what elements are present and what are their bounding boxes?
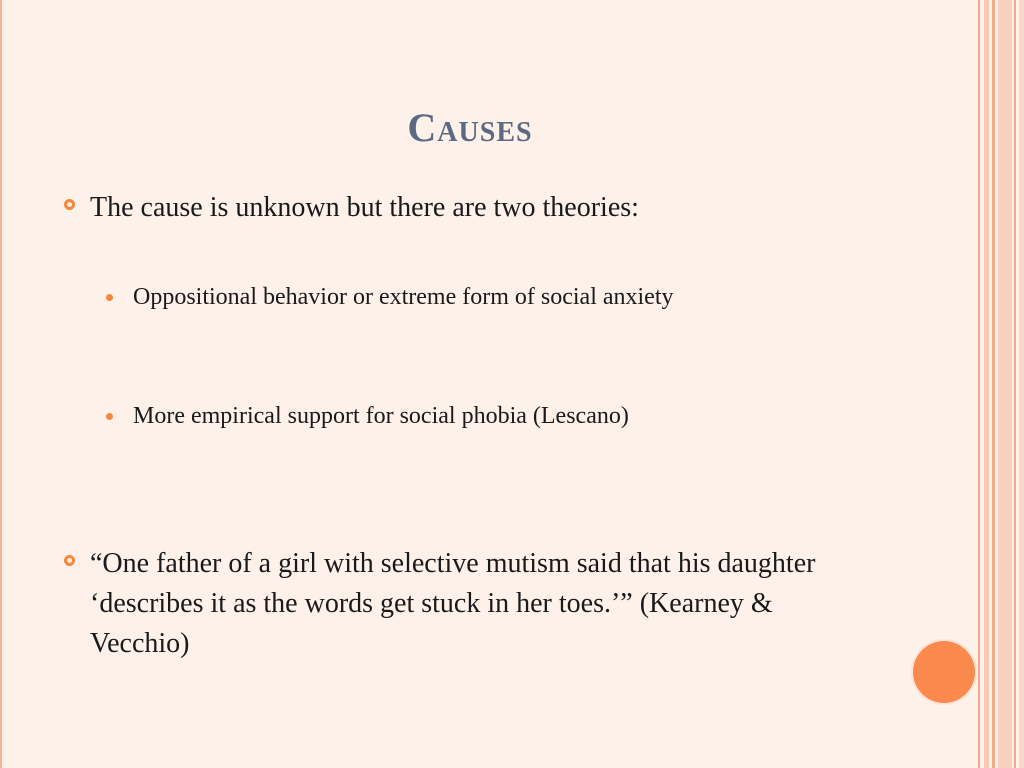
ring-bullet-icon <box>64 555 75 566</box>
sub-bullet-item <box>106 280 826 314</box>
decorative-stripe <box>1014 0 1016 768</box>
decorative-stripe <box>984 0 989 768</box>
decorative-stripe <box>992 0 995 768</box>
bullet-text: The cause is unknown but there are two theories: <box>90 192 639 223</box>
sub-bullet-text: Oppositional behavior or extreme form of social anxiety <box>133 284 674 310</box>
sub-bullet-item <box>106 399 629 433</box>
sub-bullet-text: More empirical support for social phobia (Lescano) <box>133 403 629 429</box>
decorative-stripe <box>998 0 1012 768</box>
bullet-text: “One father of a girl with selective mutism said that his daughter ‘describes it as the words get stuck in her toes.’” (Kearney & Vecchio) <box>90 548 816 659</box>
dot-bullet-icon <box>106 294 113 301</box>
decorative-stripe <box>1019 0 1024 768</box>
slide-title: Causes <box>407 105 533 150</box>
decorative-circle <box>913 641 975 703</box>
bullet-item <box>64 188 639 228</box>
ring-bullet-icon <box>64 199 75 210</box>
decorative-stripe <box>978 0 980 768</box>
dot-bullet-icon <box>106 413 113 420</box>
bullet-item <box>64 544 864 664</box>
